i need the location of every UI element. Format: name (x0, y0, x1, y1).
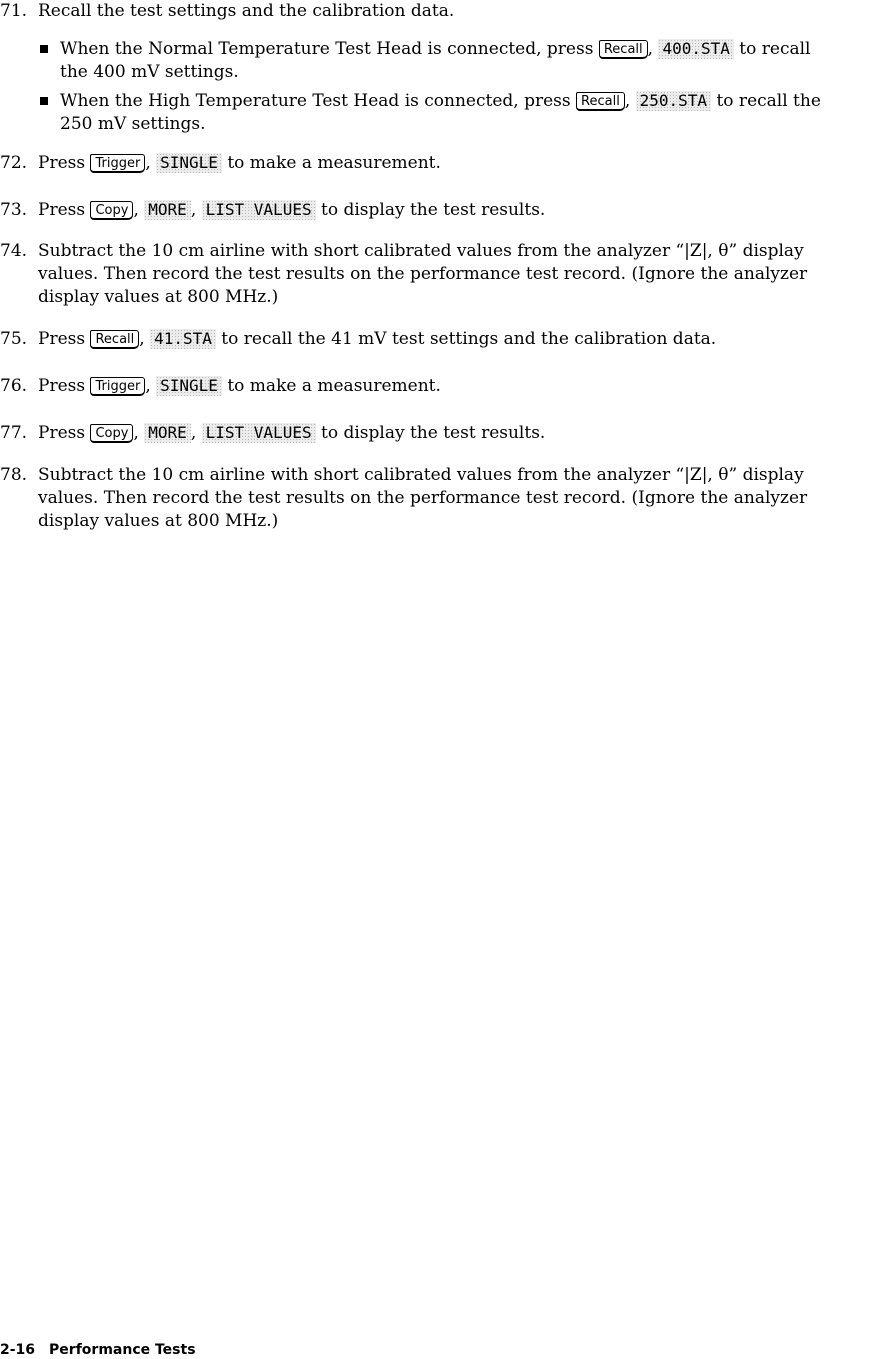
step-text: Subtract the 10 cm airline with short calibrated values from the analyzer “|Z|, θ” display (38, 465, 804, 485)
bullet-square-icon (40, 45, 48, 53)
bullet-square-icon (40, 97, 48, 105)
step-75 (0, 328, 885, 351)
separator: , (190, 200, 202, 220)
bullet-text: to recall the (711, 91, 821, 111)
recall-hardkey[interactable]: Recall (90, 330, 139, 349)
softkey-400-sta[interactable]: 400.STA (658, 39, 733, 59)
step-text: Press (38, 329, 91, 349)
trigger-hardkey[interactable]: Trigger (90, 154, 145, 173)
softkey-single[interactable]: SINGLE (156, 376, 222, 396)
step-text: Press (38, 200, 91, 220)
separator: , (133, 423, 145, 443)
separator: , (145, 153, 157, 173)
softkey-list-values[interactable]: LIST VALUES (202, 200, 316, 220)
step-number: 77. (0, 423, 28, 443)
step-text: Recall the test settings and the calibration data. (38, 1, 455, 21)
step-text: Subtract the 10 cm airline with short calibrated values from the analyzer “|Z|, θ” display (38, 241, 804, 261)
separator: , (139, 329, 151, 349)
section-title: Performance Tests (49, 1342, 196, 1358)
step-number: 74. (0, 241, 28, 261)
separator: , (190, 423, 202, 443)
step-text: values. Then record the test results on the performance test record. (Ignore the analyzer (38, 488, 808, 508)
step-number: 72. (0, 153, 28, 173)
step-number: 71. (0, 1, 28, 21)
bullet-text: When the High Temperature Test Head is connected, press (60, 91, 577, 111)
step-text: Press (38, 423, 91, 443)
softkey-more[interactable]: MORE (144, 423, 191, 443)
bullet-text: 250 mV settings. (60, 114, 206, 134)
step-72 (0, 152, 885, 175)
copy-hardkey[interactable]: Copy (90, 424, 133, 443)
bullet-item-normal-head (38, 38, 883, 84)
step-number: 73. (0, 200, 28, 220)
page-footer (0, 1341, 196, 1359)
step-71 (0, 0, 885, 23)
bullet-text: When the Normal Temperature Test Head is connected, press (60, 39, 599, 59)
step-number: 78. (0, 465, 28, 485)
separator: , (624, 91, 636, 111)
step-73 (0, 199, 885, 222)
step-text: Press (38, 153, 91, 173)
bullet-text: the 400 mV settings. (60, 62, 239, 82)
softkey-41-sta[interactable]: 41.STA (150, 329, 216, 349)
separator: , (133, 200, 145, 220)
page-number: 2-16 (0, 1342, 36, 1358)
separator: , (647, 39, 659, 59)
softkey-single[interactable]: SINGLE (156, 153, 222, 173)
recall-hardkey[interactable]: Recall (576, 92, 625, 111)
step-text: values. Then record the test results on the performance test record. (Ignore the analyzer (38, 264, 808, 284)
step-text: to make a measurement. (221, 376, 441, 396)
step-text: display values at 800 MHz.) (38, 511, 279, 531)
step-text: Press (38, 376, 91, 396)
step-74 (0, 240, 885, 309)
trigger-hardkey[interactable]: Trigger (90, 377, 145, 396)
copy-hardkey[interactable]: Copy (90, 201, 133, 220)
step-number: 75. (0, 329, 28, 349)
step-text: to recall the 41 mV test settings and the calibration data. (215, 329, 717, 349)
step-number: 76. (0, 376, 28, 396)
bullet-text: to recall (733, 39, 811, 59)
separator: , (145, 376, 157, 396)
step-text: to display the test results. (315, 200, 546, 220)
step-text: display values at 800 MHz.) (38, 287, 279, 307)
step-76 (0, 375, 885, 398)
step-text: to make a measurement. (221, 153, 441, 173)
step-77 (0, 422, 885, 445)
step-78 (0, 464, 885, 533)
recall-hardkey[interactable]: Recall (599, 40, 648, 59)
bullet-item-high-head (38, 90, 883, 136)
step-text: to display the test results. (315, 423, 546, 443)
softkey-250-sta[interactable]: 250.STA (636, 91, 711, 111)
softkey-more[interactable]: MORE (144, 200, 191, 220)
softkey-list-values[interactable]: LIST VALUES (202, 423, 316, 443)
